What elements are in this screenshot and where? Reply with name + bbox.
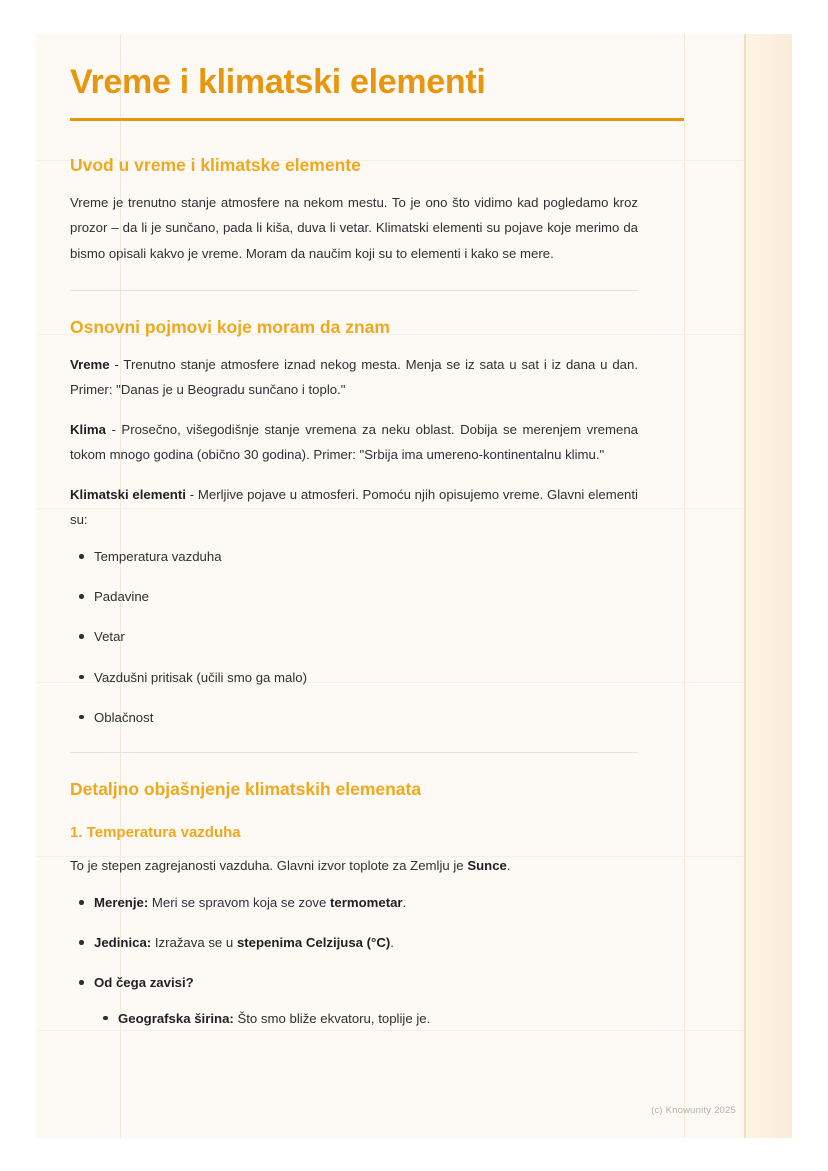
list-item [70, 972, 638, 1028]
temperatura-lead-strong: Sunce [467, 857, 507, 873]
point-label: Merenje: [94, 895, 149, 911]
list-item: Vetar [70, 626, 638, 647]
document-sheet [36, 34, 792, 1138]
definition-term-klima: Klima [70, 421, 106, 437]
point-label: Jedinica: [94, 935, 152, 951]
definition-klima [70, 417, 638, 468]
point-text-after: . [402, 895, 407, 911]
temperatura-subpoints-list [94, 1008, 638, 1029]
list-item: Oblačnost [70, 707, 638, 728]
temperatura-lead [70, 853, 638, 878]
list-item: Vazdušni pritisak (učili smo ga malo) [70, 667, 638, 688]
document-content [70, 62, 638, 1035]
definition-text-klima: - Prosečno, višegodišnje stanje vremena za neku oblast. Dobija se merenjem vremena tokom mnogo godina (obično 30 godina). Primer: "Srbija ima umereno-kontinentalnu klimu." [70, 421, 638, 463]
subpoint-label: Geografska širina: [118, 1010, 234, 1026]
intro-paragraph: Vreme je trenutno stanje atmosfere na nekom mestu. To je ono što vidimo kad pogledamo kroz prozor – da li je sunčano, pada li kiša, duva li vetar. Klimatski elementi su pojave koje merimo da bismo opisali kakvo je vreme. Moram da naučim koji su to elementi i kako se mere. [70, 195, 638, 261]
background-rule-vertical [684, 34, 685, 1138]
temperatura-lead-prefix: To je stepen zagrejanosti vazduha. Glavni izvor toplote za Zemlju je [70, 857, 468, 873]
right-margin-band [746, 34, 792, 1138]
watermark: (c) Knowunity 2025 [651, 1105, 736, 1116]
section-heading-basics: Osnovni pojmovi koje moram da znam [70, 317, 390, 338]
section-heading-intro: Uvod u vreme i klimatske elemente [70, 155, 361, 176]
point-text-strong: termometar [330, 895, 403, 911]
list-item: Temperatura vazduha [70, 546, 638, 567]
definition-term-klimatski-elementi: Klimatski elementi [70, 486, 186, 502]
list-item: Padavine [70, 586, 638, 607]
section-divider [70, 290, 638, 291]
list-item [94, 1008, 638, 1029]
point-text-after: . [390, 935, 394, 951]
title-underline [70, 118, 684, 121]
point-label: Od čega zavisi? [94, 975, 194, 991]
temperatura-points-list [70, 892, 638, 1029]
subsection-heading-temperatura: 1. Temperatura vazduha [70, 823, 241, 841]
point-text-strong: stepenima Celzijusa (°C) [236, 935, 391, 951]
definition-term-vreme: Vreme [70, 357, 110, 373]
definition-text-vreme: - Trenutno stanje atmosfere iznad nekog mesta. Menja se iz sata u sat i iz dana u dan. Primer: "Danas je u Beogradu sunčano i toplo." [70, 357, 638, 398]
elements-list [70, 546, 638, 728]
section-divider [70, 752, 638, 753]
definition-klimatski-elementi [70, 482, 638, 533]
page-title: Vreme i klimatski elementi [70, 63, 486, 101]
point-text-before: Izražava se u [151, 935, 237, 951]
point-text-before: Meri se spravom koja se zove [148, 895, 330, 911]
list-item [70, 892, 638, 913]
list-item [70, 932, 638, 953]
section-heading-detailed: Detaljno objašnjenje klimatskih elemenata [70, 778, 422, 799]
temperatura-lead-suffix: . [506, 857, 511, 873]
definition-text-klimatski-elementi: - Merljive pojave u atmosferi. Pomoću njih opisujemo vreme. Glavni elementi su: [70, 486, 638, 527]
definition-vreme [70, 352, 638, 403]
subpoint-text: Što smo bliže ekvatoru, toplije je. [233, 1010, 431, 1026]
